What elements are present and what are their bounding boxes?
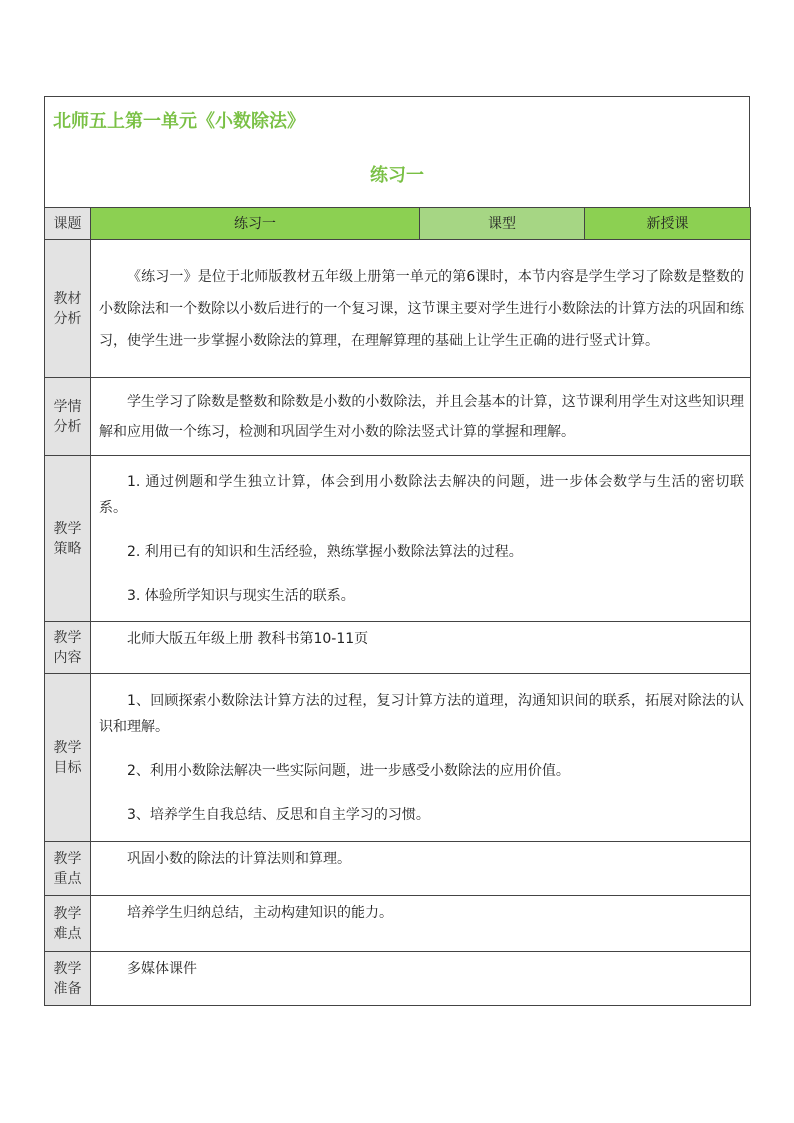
- key-points-row: [45, 842, 751, 896]
- preparation-label: 教学 准备: [45, 952, 91, 1006]
- goal-item: 3、培养学生自我总结、反思和自主学习的习惯。: [127, 806, 430, 823]
- lesson-type-value: 新授课: [585, 208, 751, 240]
- strategy-item: 2. 利用已有的知识和生活经验，熟练掌握小数除法算法的过程。: [127, 543, 523, 560]
- lesson-type-label: 课型: [420, 208, 585, 240]
- document-header: [44, 96, 750, 207]
- key-points-cell: [91, 842, 751, 896]
- material-analysis-content: [91, 240, 751, 378]
- key-points-label: 教学 重点: [45, 842, 91, 896]
- preparation-row: [45, 952, 751, 1006]
- lesson-plan-table: [44, 207, 751, 1006]
- difficulties-label: 教学 难点: [45, 896, 91, 952]
- goal-item: 1、回顾探索小数除法计算方法的过程，复习计算方法的道理，沟通知识间的联系，拓展对除法的认识和理解。: [99, 692, 744, 735]
- material-analysis-text: 《练习一》是位于北师版教材五年级上册第一单元的第6课时，本节内容是学生学习了除数是整数的小数除法和一个数除以小数后进行的一个复习课，这节课主要对学生进行小数除法的计算方法的巩固和练习，使学生进一步掌握小数除法的算理，在理解算理的基础上让学生正确的进行竖式计算。: [99, 268, 744, 349]
- difficulties-row: [45, 896, 751, 952]
- learner-analysis-label: 学情 分析: [45, 378, 91, 456]
- teaching-content-label: 教学 内容: [45, 622, 91, 674]
- preparation-cell: [91, 952, 751, 1006]
- learner-analysis-content: [91, 378, 751, 456]
- strategy-item: 1. 通过例题和学生独立计算，体会到用小数除法去解决的问题，进一步体会数学与生活的密切联系。: [99, 473, 744, 516]
- strategy-row: [45, 456, 751, 622]
- teaching-content-cell: [91, 622, 751, 674]
- topic-value: 练习一: [91, 208, 420, 240]
- difficulties-cell: [91, 896, 751, 952]
- teaching-content-text: 北师大版五年级上册 教科书第10-11页: [127, 631, 369, 647]
- document-title: 北师五上第一单元《小数除法》: [53, 111, 305, 132]
- difficulties-text: 培养学生归纳总结，主动构建知识的能力。: [127, 905, 393, 921]
- goals-content: [91, 674, 751, 842]
- learner-analysis-row: [45, 378, 751, 456]
- key-points-text: 巩固小数的除法的计算法则和算理。: [127, 851, 351, 867]
- strategy-item: 3. 体验所学知识与现实生活的联系。: [127, 587, 355, 604]
- document-subtitle: 练习一: [370, 165, 424, 186]
- material-analysis-row: [45, 240, 751, 378]
- goal-item: 2、利用小数除法解决一些实际问题，进一步感受小数除法的应用价值。: [127, 762, 570, 779]
- material-analysis-label: 教材 分析: [45, 240, 91, 378]
- strategy-content: [91, 456, 751, 622]
- topic-row: [45, 208, 751, 240]
- learner-analysis-text: 学生学习了除数是整数和除数是小数的小数除法，并且会基本的计算，这节课利用学生对这些知识理解和应用做一个练习，检测和巩固学生对小数的除法竖式计算的掌握和理解。: [99, 393, 744, 440]
- goals-row: [45, 674, 751, 842]
- strategy-label: 教学 策略: [45, 456, 91, 622]
- lesson-plan-page: [44, 96, 750, 1006]
- goals-label: 教学 目标: [45, 674, 91, 842]
- teaching-content-row: [45, 622, 751, 674]
- preparation-text: 多媒体课件: [127, 961, 197, 977]
- topic-label: 课题: [45, 208, 91, 240]
